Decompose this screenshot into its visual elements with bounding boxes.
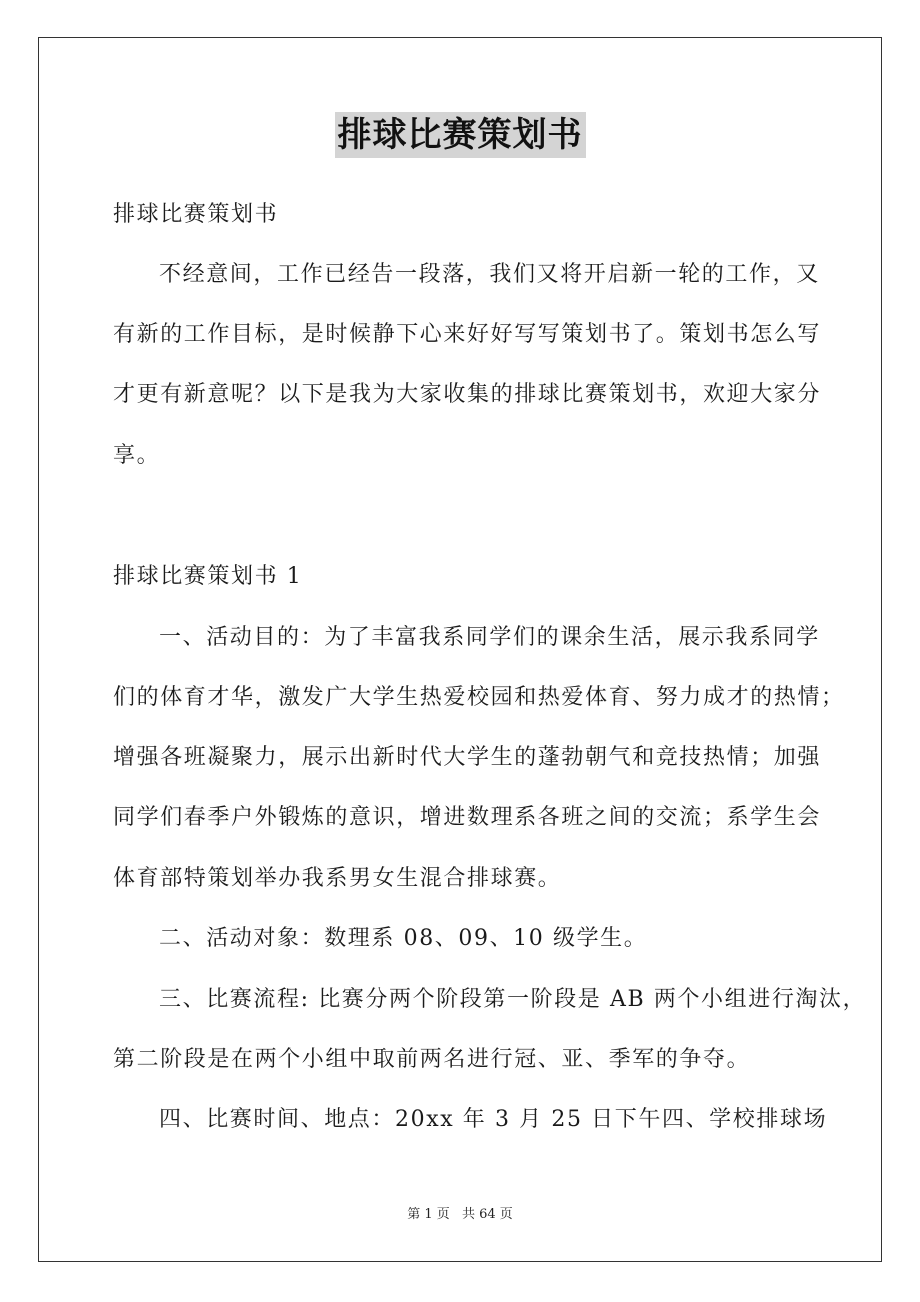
paragraph-line: 四、比赛时间、地点：20xx 年 3 月 25 日下午四、学校排球场 xyxy=(159,1107,828,1132)
page-number: 第 1 页 xyxy=(407,1207,450,1222)
paragraph-line: 第二阶段是在两个小组中取前两名进行冠、亚、季军的争夺。 xyxy=(113,1047,751,1072)
subtitle-line: 排球比赛策划书 xyxy=(113,202,279,227)
paragraph-line: 二、活动对象：数理系 08、09、10 级学生。 xyxy=(159,926,648,951)
paragraph-line: 一、活动目的：为了丰富我系同学们的课余生活，展示我系同学 xyxy=(159,625,820,650)
paragraph-line: 体育部特策划举办我系男女生混合排球赛。 xyxy=(113,866,562,891)
paragraph-line: 增强各班凝聚力，展示出新时代大学生的蓬勃朝气和竞技热情；加强 xyxy=(113,745,822,770)
paragraph-line: 才更有新意呢？以下是我为大家收集的排球比赛策划书，欢迎大家分 xyxy=(113,382,822,407)
paragraph-line: 们的体育才华，激发广大学生热爱校园和热爱体育、努力成才的热情； xyxy=(113,685,845,710)
paragraph-line: 同学们春季户外锻炼的意识，增进数理系各班之间的交流；系学生会 xyxy=(113,805,822,830)
document-title: 排球比赛策划书 xyxy=(335,112,586,158)
page-footer xyxy=(0,1206,920,1224)
paragraph-line: 有新的工作目标，是时候静下心来好好写写策划书了。策划书怎么写 xyxy=(113,322,822,347)
paragraph-line: 不经意间，工作已经告一段落，我们又将开启新一轮的工作，又 xyxy=(159,262,820,287)
paragraph-line: 三、比赛流程: 比赛分两个阶段第一阶段是 AB 两个小组进行淘汰， xyxy=(159,987,867,1012)
section-heading: 排球比赛策划书 1 xyxy=(113,564,303,589)
title-container xyxy=(0,112,920,158)
page-total: 共 64 页 xyxy=(461,1207,513,1222)
paragraph-line: 享。 xyxy=(113,443,161,468)
